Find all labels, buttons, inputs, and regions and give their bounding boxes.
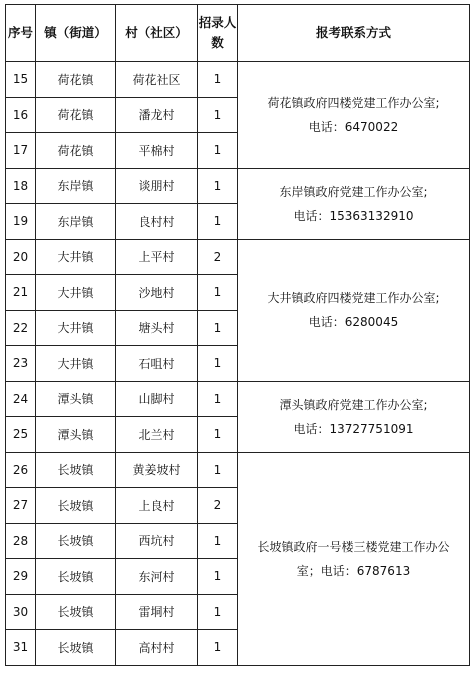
cell-quota: 1 bbox=[198, 168, 238, 204]
cell-quota: 1 bbox=[198, 275, 238, 311]
cell-no: 19 bbox=[6, 204, 36, 240]
cell-no: 23 bbox=[6, 346, 36, 382]
cell-quota: 1 bbox=[198, 417, 238, 453]
cell-no: 28 bbox=[6, 523, 36, 559]
cell-town: 潭头镇 bbox=[36, 417, 116, 453]
header-village: 村（社区） bbox=[116, 5, 198, 62]
cell-town: 大井镇 bbox=[36, 239, 116, 275]
cell-town: 东岸镇 bbox=[36, 204, 116, 240]
cell-town: 长坡镇 bbox=[36, 559, 116, 595]
cell-village: 东河村 bbox=[116, 559, 198, 595]
cell-town: 东岸镇 bbox=[36, 168, 116, 204]
cell-quota: 1 bbox=[198, 62, 238, 98]
cell-village: 谈朋村 bbox=[116, 168, 198, 204]
contact-cell-dongan bbox=[238, 168, 470, 239]
cell-town: 大井镇 bbox=[36, 346, 116, 382]
cell-village: 上平村 bbox=[116, 239, 198, 275]
cell-no: 15 bbox=[6, 62, 36, 98]
table-header-row bbox=[6, 5, 470, 62]
cell-quota: 1 bbox=[198, 381, 238, 417]
cell-village: 山脚村 bbox=[116, 381, 198, 417]
cell-village: 北兰村 bbox=[116, 417, 198, 453]
cell-quota: 1 bbox=[198, 559, 238, 595]
header-quota: 招录人数 bbox=[198, 5, 238, 62]
contact-office: 东岸镇政府党建工作办公室; bbox=[279, 184, 428, 199]
cell-no: 31 bbox=[6, 630, 36, 666]
cell-village: 高村村 bbox=[116, 630, 198, 666]
cell-quota: 2 bbox=[198, 488, 238, 524]
contact-office: 潭头镇政府党建工作办公室; bbox=[279, 397, 428, 412]
cell-town: 荷花镇 bbox=[36, 97, 116, 133]
cell-quota: 1 bbox=[198, 630, 238, 666]
cell-no: 30 bbox=[6, 594, 36, 630]
cell-village: 潘龙村 bbox=[116, 97, 198, 133]
contact-cell-tantou bbox=[238, 381, 470, 452]
table-row bbox=[6, 452, 470, 488]
table-row bbox=[6, 62, 470, 98]
cell-no: 18 bbox=[6, 168, 36, 204]
header-town: 镇（街道） bbox=[36, 5, 116, 62]
cell-town: 大井镇 bbox=[36, 275, 116, 311]
table-row bbox=[6, 239, 470, 275]
cell-no: 20 bbox=[6, 239, 36, 275]
cell-town: 长坡镇 bbox=[36, 452, 116, 488]
cell-quota: 2 bbox=[198, 239, 238, 275]
cell-village: 沙地村 bbox=[116, 275, 198, 311]
cell-village: 荷花社区 bbox=[116, 62, 198, 98]
cell-no: 24 bbox=[6, 381, 36, 417]
table-row bbox=[6, 381, 470, 417]
cell-town: 长坡镇 bbox=[36, 630, 116, 666]
cell-village: 塘头村 bbox=[116, 310, 198, 346]
cell-town: 大井镇 bbox=[36, 310, 116, 346]
cell-no: 29 bbox=[6, 559, 36, 595]
cell-quota: 1 bbox=[198, 452, 238, 488]
cell-no: 25 bbox=[6, 417, 36, 453]
contact-cell-hehua bbox=[238, 62, 470, 169]
cell-no: 26 bbox=[6, 452, 36, 488]
recruitment-table bbox=[5, 4, 470, 666]
cell-quota: 1 bbox=[198, 523, 238, 559]
cell-quota: 1 bbox=[198, 346, 238, 382]
contact-office: 长坡镇政府一号楼三楼党建工作办公 bbox=[257, 539, 450, 554]
cell-village: 平棉村 bbox=[116, 133, 198, 169]
cell-quota: 1 bbox=[198, 133, 238, 169]
cell-quota: 1 bbox=[198, 97, 238, 133]
contact-phone: 电话：6280045 bbox=[308, 315, 399, 329]
contact-cell-dajing bbox=[238, 239, 470, 381]
table-row bbox=[6, 168, 470, 204]
cell-village: 西坑村 bbox=[116, 523, 198, 559]
contact-phone: 电话：15363132910 bbox=[293, 208, 414, 223]
contact-phone: 电话：13727751091 bbox=[293, 421, 414, 436]
cell-town: 潭头镇 bbox=[36, 381, 116, 417]
cell-no: 17 bbox=[6, 133, 36, 169]
cell-village: 雷垌村 bbox=[116, 594, 198, 630]
cell-village: 良村村 bbox=[116, 204, 198, 240]
header-no: 序号 bbox=[6, 5, 36, 62]
cell-quota: 1 bbox=[198, 204, 238, 240]
cell-quota: 1 bbox=[198, 310, 238, 346]
contact-office: 大井镇政府四楼党建工作办公室; bbox=[267, 291, 440, 305]
cell-no: 16 bbox=[6, 97, 36, 133]
cell-town: 荷花镇 bbox=[36, 62, 116, 98]
cell-town: 长坡镇 bbox=[36, 488, 116, 524]
cell-no: 21 bbox=[6, 275, 36, 311]
header-contact: 报考联系方式 bbox=[238, 5, 470, 62]
contact-cell-changpo bbox=[238, 452, 470, 665]
cell-village: 黄姜坡村 bbox=[116, 452, 198, 488]
cell-town: 长坡镇 bbox=[36, 523, 116, 559]
cell-quota: 1 bbox=[198, 594, 238, 630]
cell-town: 荷花镇 bbox=[36, 133, 116, 169]
contact-office: 荷花镇政府四楼党建工作办公室; bbox=[267, 95, 440, 110]
cell-village: 石咀村 bbox=[116, 346, 198, 382]
cell-no: 27 bbox=[6, 488, 36, 524]
cell-village: 上良村 bbox=[116, 488, 198, 524]
cell-no: 22 bbox=[6, 310, 36, 346]
contact-phone: 电话：6470022 bbox=[308, 119, 399, 134]
cell-town: 长坡镇 bbox=[36, 594, 116, 630]
contact-phone: 室；电话：6787613 bbox=[296, 563, 411, 578]
